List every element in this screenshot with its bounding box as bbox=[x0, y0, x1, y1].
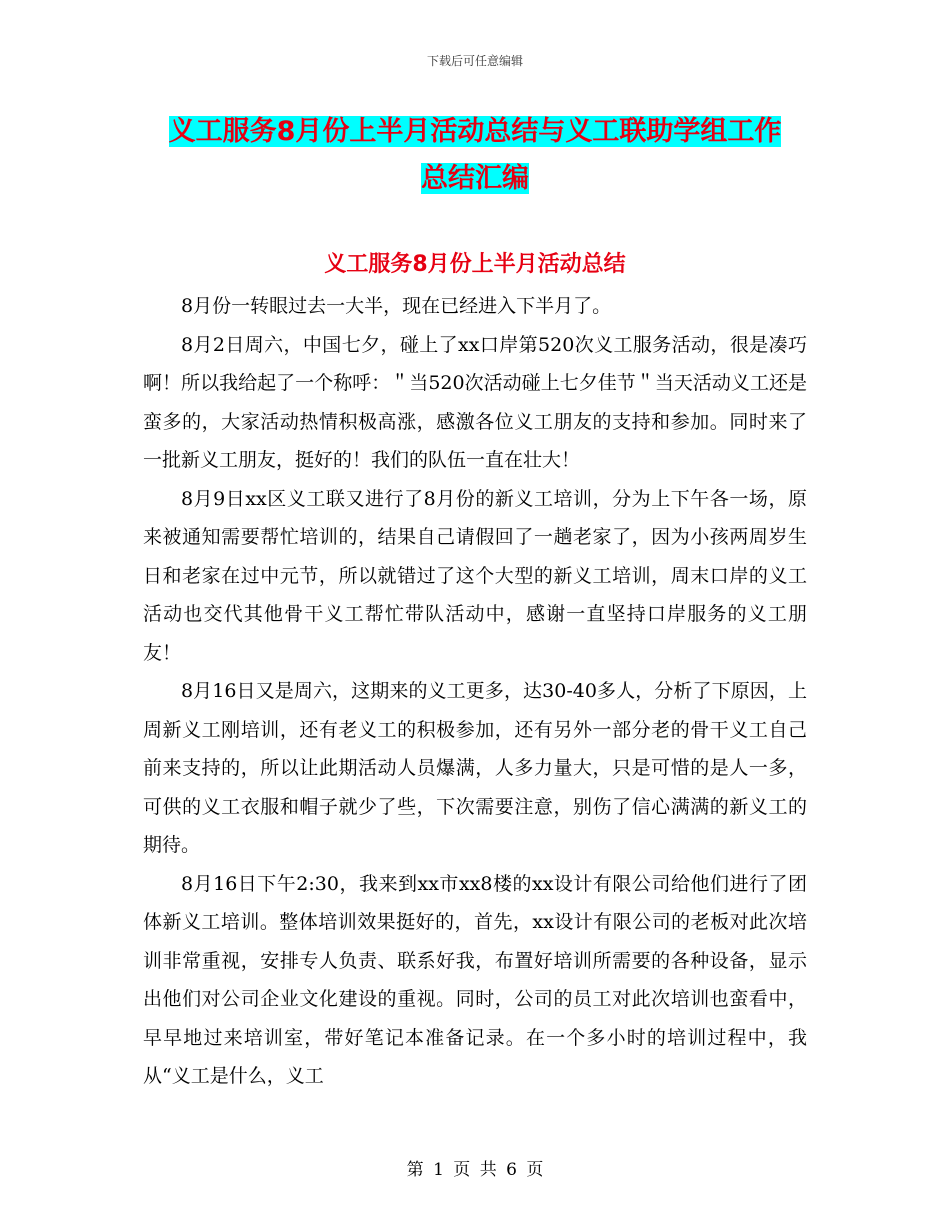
page-number-footer: 第 1 页 共 6 页 bbox=[406, 1160, 544, 1180]
paragraph: 8月16日下午2:30，我来到xx市xx8楼的xx设计有限公司给他们进行了团体新义工培训。整体培训效果挺好的，首先，xx设计有限公司的老板对此次培训非常重视，安排专人负责、联系好我，布置好培训所需要的各种设备，显示出他们对公司企业文化建设的重视。同时，公司的员工对此次培训也蛮看中，早早地过来培训室，带好笔记本准备记录。在一个多小时的培训过程中，我从“义工是什么，义工 bbox=[143, 872, 807, 1087]
paragraph: 8月16日又是周六，这期来的义工更多，达30-40多人，分析了下原因，上周新义工刚培训，还有老义工的积极参加，还有另外一部分老的骨干义工自己前来支持的，所以让此期活动人员爆满，人多力量大，只是可惜的是人一多，可供的义工衣服和帽子就少了些，下次需要注意，别伤了信心满满的新义工的期待。 bbox=[143, 680, 807, 856]
document-title bbox=[140, 108, 810, 202]
paragraph: 8月份一转眼过去一大半，现在已经进入下半月了。 bbox=[181, 295, 612, 317]
paragraph: 8月2日周六，中国七夕，碰上了xx口岸第520次义工服务活动，很是凑巧啊！所以我给起了一个称呼：＂当520次活动碰上七夕佳节＂当天活动义工还是蛮多的，大家活动热情积极高涨，感激各位义工朋友的支持和参加。同时来了一批新义工朋友，挺好的！我们的队伍一直在壮大！ bbox=[143, 333, 807, 471]
document-title-line-2: 总结汇编 bbox=[421, 163, 529, 194]
document-title-line-1: 义工服务8月份上半月活动总结与义工联助学组工作 bbox=[168, 116, 782, 147]
section-title: 义工服务8月份上半月活动总结 bbox=[324, 252, 626, 277]
paragraph: 8月9日xx区义工联又进行了8月份的新义工培训，分为上下午各一场，原来被通知需要帮忙培训的，结果自己请假回了一趟老家了，因为小孩两周岁生日和老家在过中元节，所以就错过了这个大型的新义工培训，周末口岸的义工活动也交代其他骨干义工帮忙带队活动中，感谢一直坚持口岸服务的义工朋友！ bbox=[143, 487, 807, 664]
document-body bbox=[143, 287, 807, 1096]
page-header-note: 下载后可任意编辑 bbox=[426, 54, 523, 68]
